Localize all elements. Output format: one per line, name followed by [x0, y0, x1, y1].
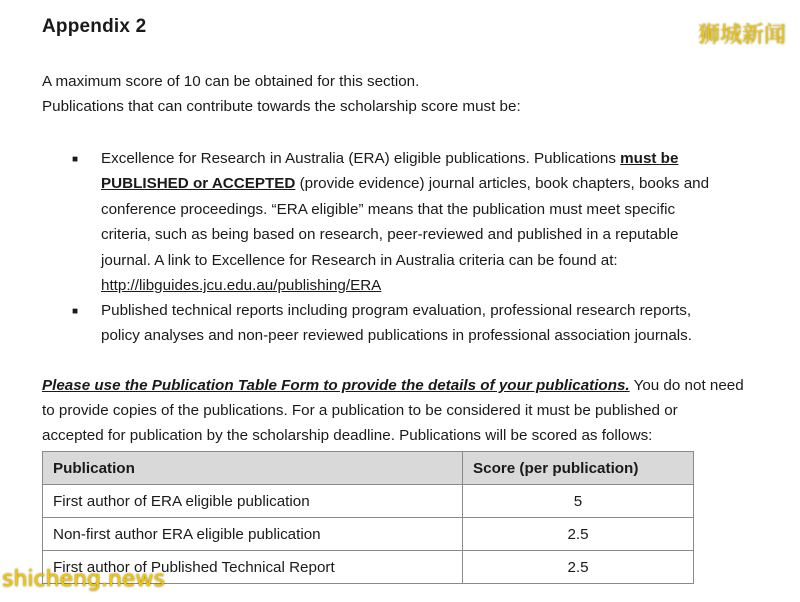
cell-score: 2.5 — [463, 518, 694, 551]
bullet-era-line-5: journal. A link to Excellence for Research in Australia criteria can be found at: — [101, 251, 618, 269]
bullet-technical-reports — [101, 298, 761, 349]
table-row — [43, 485, 694, 518]
note-line-1: Please use the Publication Table Form to provide the details of your publications. You do not need — [42, 377, 744, 394]
watermark-bottom: shicheng.news — [2, 567, 165, 592]
bullet-tech-line-1: Published technical reports including program evaluation, professional research reports, — [101, 302, 692, 319]
header-publication: Publication — [43, 452, 463, 485]
bullet-era-line-4: criteria, such as being based on research, peer-reviewed and published in a reputable — [101, 226, 679, 244]
intro-line-1: A maximum score of 10 can be obtained for this section. — [42, 73, 420, 90]
header-score: Score (per publication) — [463, 452, 694, 485]
era-criteria-link[interactable]: http://libguides.jcu.edu.au/publishing/ERA — [101, 277, 382, 295]
cell-publication: First author of ERA eligible publication — [43, 485, 463, 518]
must-be-emphasis: must be — [620, 150, 679, 167]
publication-table-form-instruction: Please use the Publication Table Form to provide the details of your publications. — [42, 377, 630, 394]
table-header-row — [43, 452, 694, 485]
bullet-era-line-1: Excellence for Research in Australia (ERA) eligible publications. Publications must be — [101, 150, 679, 167]
bullet-era — [101, 146, 761, 298]
bullet-tech-line-2: policy analyses and non-peer reviewed publications in professional association journals. — [101, 327, 692, 345]
bullet-marker-2: ■ — [72, 306, 79, 317]
table-row — [43, 518, 694, 551]
page-title: Appendix 2 — [42, 16, 147, 37]
watermark-top: 狮城新闻 — [697, 23, 786, 48]
cell-publication: Non-first author ERA eligible publication — [43, 518, 463, 551]
intro-line-2: Publications that can contribute towards the scholarship score must be: — [42, 98, 521, 115]
cell-publication: First author of Published Technical Report — [43, 551, 463, 584]
cell-score: 5 — [463, 485, 694, 518]
cell-score: 2.5 — [463, 551, 694, 584]
bullet-era-line-3: conference proceedings. “ERA eligible” means that the publication must meet specific — [101, 200, 676, 218]
note-line-2: to provide copies of the publications. For a publication to be considered it must be published or — [42, 402, 678, 419]
publication-score-table — [42, 451, 694, 584]
bullet-era-line-2: PUBLISHED or ACCEPTED (provide evidence) journal articles, book chapters, books and — [101, 175, 710, 193]
published-accepted-emphasis: PUBLISHED or ACCEPTED — [101, 175, 296, 193]
bullet-marker-1: ■ — [72, 154, 79, 165]
note-line-3: accepted for publication by the scholarship deadline. Publications will be scored as follows: — [42, 427, 653, 444]
